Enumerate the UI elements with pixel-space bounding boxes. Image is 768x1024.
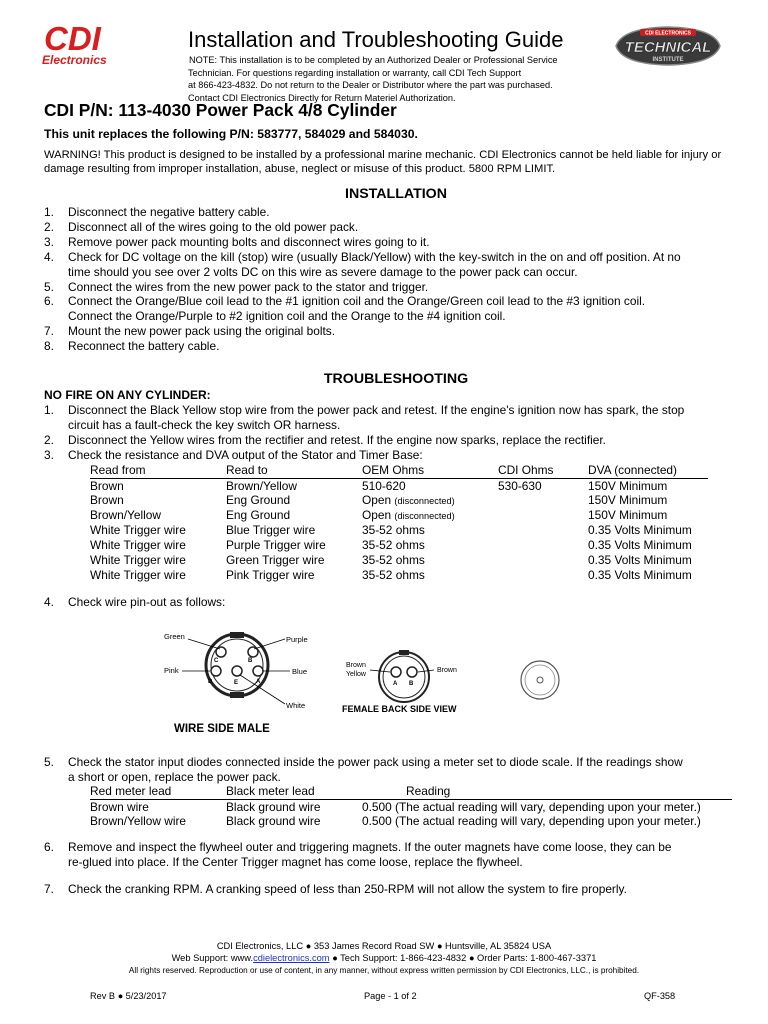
- table-row: [90, 799, 732, 814]
- step-number: 6.: [44, 840, 54, 854]
- oem-value: 35-52 ohms: [362, 538, 425, 552]
- dva-cell: 0.35 Volts Minimum: [588, 523, 692, 537]
- cdi-logo-subtext: Electronics: [42, 53, 107, 66]
- pin-label: B: [248, 658, 253, 664]
- reading-cell: 0.500 (The actual reading will vary, depending upon your meter.): [362, 814, 701, 828]
- table-row: [90, 538, 708, 553]
- step-text: Check for DC voltage on the kill (stop) wire (usually Black/Yellow) with the key-switch in the on and off position. At no: [68, 249, 681, 264]
- install-step: [44, 339, 744, 354]
- cdi-ohms-cell: [498, 538, 588, 553]
- read-from-cell: Brown/Yellow: [90, 508, 161, 522]
- step-number: 8.: [44, 339, 54, 354]
- step-text: Disconnect the negative battery cable.: [68, 205, 270, 219]
- column-header: CDI Ohms: [498, 463, 588, 478]
- step-number: 7.: [44, 882, 54, 896]
- install-step: [44, 294, 744, 324]
- pin-e: [232, 666, 242, 676]
- cdi-ohms-cell: [498, 493, 588, 508]
- oem-note: (disconnected): [394, 511, 455, 521]
- column-header: Reading: [362, 784, 732, 799]
- column-header: DVA (connected): [588, 463, 708, 478]
- pin-label: B: [409, 681, 414, 687]
- company-address: CDI Electronics, LLC ● 353 James Record Road SW ● Huntsville, AL 35824 USA: [216, 941, 552, 951]
- read-to-cell: Blue Trigger wire: [226, 523, 316, 537]
- page-title: Installation and Troubleshooting Guide: [188, 27, 564, 52]
- dva-cell: 0.35 Volts Minimum: [588, 553, 692, 567]
- pin-label: A: [393, 681, 398, 687]
- revision-date: Rev B ● 5/23/2017: [90, 991, 167, 1001]
- install-step: [44, 280, 744, 295]
- oem-ohms-cell: [362, 568, 498, 583]
- step-text: Check the resistance and DVA output of the Stator and Timer Base:: [68, 447, 423, 462]
- step-text: Mount the new power pack using the original bolts.: [68, 324, 336, 339]
- support-phones: ● Tech Support: 1-866-423-4832 ● Order Parts: 1-800-467-3371: [329, 952, 597, 963]
- oem-ohms-cell: [362, 478, 498, 493]
- step-text: Disconnect the Yellow wires from the rectifier and retest. If the engine now sparks, replace the rectifier.: [68, 432, 606, 447]
- warning-text: WARNING! This product is designed to be installed by a professional marine mechanic. CDI Electronics cannot be held liable for injury or damage resulting from improper installation, abuse, neglect or misuse of this product. 5800 RPM LIMIT.: [44, 149, 722, 175]
- oem-ohms-cell: [362, 523, 498, 538]
- pin-a: [391, 667, 401, 677]
- table-row: [90, 493, 708, 508]
- step-number: 3.: [44, 234, 54, 249]
- no-fire-subheading: NO FIRE ON ANY CYLINDER:: [44, 388, 211, 402]
- step-text: re-glued into place. If the Center Trigger magnet has come loose, replace the flywheel.: [68, 854, 523, 869]
- step-text: Disconnect the Black Yellow stop wire from the power pack and retest. If the engine's ignition now has spark, the stop: [68, 403, 685, 417]
- cdi-ohms-cell: [498, 553, 588, 568]
- read-to-cell: Purple Trigger wire: [226, 538, 326, 552]
- step-text: Connect the wires from the new power pack to the stator and trigger.: [68, 279, 429, 294]
- troubleshooting-step: [44, 882, 744, 897]
- install-step: [44, 220, 744, 235]
- step-number: 1.: [44, 403, 54, 417]
- rights-notice: All rights reserved. Reproduction or use of content, in any manner, without express written permission by CDI Electronics, LLC., is prohibited.: [128, 965, 640, 975]
- technical-institute-logo: [612, 24, 724, 68]
- wire-label-pink: Pink: [164, 666, 179, 675]
- installation-steps: [44, 205, 744, 354]
- wire-side-male-caption: WIRE SIDE MALE: [174, 723, 270, 735]
- table-header-row: [90, 784, 732, 799]
- page-number: Page - 1 of 2: [364, 991, 417, 1001]
- install-step: [44, 324, 744, 339]
- step-number: 4.: [44, 595, 54, 609]
- wire-label-blue: Blue: [292, 667, 308, 676]
- page-footer: [0, 941, 768, 976]
- troubleshooting-step: [44, 840, 744, 870]
- pin-a: [253, 666, 263, 676]
- pin-label: D: [208, 679, 213, 685]
- step-number: 1.: [44, 205, 54, 219]
- step-number: 7.: [44, 324, 54, 339]
- dva-cell: 150V Minimum: [588, 493, 668, 507]
- oem-ohms-cell: [362, 508, 498, 523]
- step-number: 6.: [44, 294, 54, 309]
- female-back-side-connector: [342, 650, 457, 714]
- table-row: [90, 508, 708, 523]
- step-number: 5.: [44, 279, 54, 294]
- reading-cell: 0.500 (The actual reading will vary, depending upon your meter.): [362, 799, 701, 814]
- troubleshooting-step: [44, 403, 744, 433]
- resistance-dva-table: [90, 463, 708, 583]
- read-to-cell: Green Trigger wire: [226, 553, 325, 567]
- read-from-cell: White Trigger wire: [90, 538, 186, 552]
- form-number: QF-358: [644, 991, 676, 1001]
- read-to-cell: Eng Ground: [226, 508, 291, 522]
- diode-test-table: [90, 784, 732, 829]
- cdi-ohms-cell: [498, 523, 588, 538]
- step-text: Check the stator input diodes connected inside the power pack using a meter set to diode scale. If the readings show: [68, 755, 683, 769]
- wire-label-brown-yellow: Brown: [346, 662, 366, 669]
- step-number: 5.: [44, 755, 54, 769]
- oem-value: 35-52 ohms: [362, 553, 425, 567]
- dva-cell: 0.35 Volts Minimum: [588, 538, 692, 552]
- step-text: time should you see over 2 volts DC on this wire as severe damage to the power pack can occur.: [68, 264, 578, 279]
- support-line: [0, 953, 768, 965]
- oem-ohms-cell: [362, 493, 498, 508]
- column-header: Black meter lead: [226, 784, 362, 799]
- troubleshooting-step: [44, 448, 744, 463]
- column-header: Read to: [226, 463, 362, 478]
- installation-note: [188, 54, 618, 104]
- pin-label: C: [214, 658, 219, 664]
- oem-ohms-cell: [362, 553, 498, 568]
- installation-heading: INSTALLATION: [345, 186, 447, 202]
- step-text: Remove and inspect the flywheel outer and triggering magnets. If the outer magnets have come loose, they can be: [68, 840, 672, 854]
- step-text: circuit has a fault-check the key switch OR harness.: [68, 417, 341, 432]
- step-text: Disconnect all of the wires going to the old power pack.: [68, 219, 359, 234]
- wire-label-brown: Brown: [437, 667, 457, 674]
- read-from-cell: White Trigger wire: [90, 523, 186, 537]
- wire-label-purple: Purple: [286, 635, 308, 644]
- step-text: a short or open, replace the power pack.: [68, 769, 281, 784]
- step-text: Remove power pack mounting bolts and disconnect wires going to it.: [68, 234, 430, 249]
- troubleshooting-step: [44, 755, 744, 785]
- table-header-row: [90, 463, 708, 478]
- tech-logo-bottom-text: INSTITUTE: [652, 57, 684, 63]
- step-text: Check wire pin-out as follows:: [68, 595, 226, 609]
- wire-pinout-diagram: [150, 622, 560, 744]
- pin-label: E: [234, 680, 239, 686]
- troubleshooting-step: [44, 433, 744, 448]
- install-step: [44, 235, 744, 250]
- wire-label-green: Green: [164, 632, 185, 641]
- oem-note: (disconnected): [394, 496, 455, 506]
- oem-ohms-cell: [362, 538, 498, 553]
- step-text: Reconnect the battery cable.: [68, 339, 220, 354]
- wire-side-male-connector: [164, 632, 308, 735]
- table-row: [90, 478, 708, 493]
- pin-label: A: [256, 679, 261, 685]
- read-from-cell: White Trigger wire: [90, 553, 186, 567]
- step-text: Connect the Orange/Blue coil lead to the #1 ignition coil and the Orange/Green coil lead to the #3 ignition coil.: [68, 294, 646, 309]
- read-from-cell: White Trigger wire: [90, 568, 186, 582]
- oem-value: 35-52 ohms: [362, 568, 425, 582]
- single-pin-connector: [521, 661, 559, 699]
- troubleshooting-heading: TROUBLESHOOTING: [323, 371, 469, 387]
- black-lead-cell: Black ground wire: [226, 799, 321, 814]
- read-to-cell: Brown/Yellow: [226, 478, 297, 493]
- dva-cell: 150V Minimum: [588, 508, 668, 522]
- red-lead-cell: Brown wire: [90, 799, 149, 814]
- table-row: [90, 523, 708, 538]
- tech-logo-top-text: CDI ELECTRONICS: [645, 30, 691, 37]
- read-from-cell: Brown: [90, 478, 124, 493]
- column-header: Read from: [90, 463, 226, 478]
- cdi-ohms-cell: [498, 508, 588, 523]
- red-lead-cell: Brown/Yellow wire: [90, 814, 187, 828]
- table-row: [90, 568, 708, 583]
- table-row: [90, 553, 708, 568]
- web-prefix: Web Support: www.: [171, 952, 254, 963]
- column-header: OEM Ohms: [362, 463, 498, 478]
- step-text: Check the cranking RPM. A cranking speed of less than 250-RPM will not allow the system to fire properly.: [68, 882, 627, 896]
- install-step: [44, 250, 744, 280]
- note-line: NOTE: This installation is to be completed by an Authorized Dealer or Professional Service: [189, 55, 558, 65]
- oem-value: 510-620: [362, 478, 406, 493]
- step-number: 4.: [44, 249, 54, 264]
- website-link[interactable]: cdielectronics.com: [253, 952, 330, 963]
- wire-label-white: White: [286, 701, 306, 710]
- step-number: 3.: [44, 447, 54, 462]
- replaces-line: This unit replaces the following P/N: 583777, 584029 and 584030.: [44, 127, 418, 141]
- oem-value: 35-52 ohms: [362, 523, 425, 537]
- note-line: Technician. For questions regarding installation or warranty, call CDI Tech Support: [188, 67, 522, 78]
- pin-d: [211, 666, 221, 676]
- cdi-ohms-cell: [498, 568, 588, 583]
- female-back-side-caption: FEMALE BACK SIDE VIEW: [342, 704, 457, 714]
- cdi-electronics-logo: [40, 22, 160, 66]
- troubleshooting-steps: [44, 403, 744, 463]
- note-line: at 866-423-4832. Do not return to the Dealer or Distributor where the part was purchased.: [188, 80, 553, 91]
- pin-b: [407, 667, 417, 677]
- black-lead-cell: Black ground wire: [226, 814, 321, 828]
- note-line: Contact CDI Electronics Directly for Return Materiel Authorization.: [188, 92, 456, 103]
- tech-logo-main-text: TECHNICAL: [624, 39, 712, 56]
- step-number: 2.: [44, 219, 54, 234]
- read-from-cell: Brown: [90, 493, 124, 507]
- read-to-cell: Eng Ground: [226, 493, 291, 507]
- step-number: 2.: [44, 432, 54, 447]
- wire-label-brown-yellow: Yellow: [346, 671, 366, 678]
- cdi-ohms-cell: 530-630: [498, 478, 542, 493]
- part-number-heading: CDI P/N: 113-4030 Power Pack 4/8 Cylinder: [44, 100, 397, 120]
- dva-cell: 0.35 Volts Minimum: [588, 568, 692, 582]
- oem-value: Open: [362, 493, 392, 507]
- cdi-logo-text: CDI: [44, 22, 101, 57]
- column-header: Red meter lead: [90, 784, 226, 799]
- step-text: Connect the Orange/Purple to #2 ignition coil and the Orange to the #4 ignition coil.: [68, 309, 506, 324]
- read-to-cell: Pink Trigger wire: [226, 568, 315, 582]
- install-step: [44, 205, 744, 220]
- dva-cell: 150V Minimum: [588, 478, 668, 493]
- troubleshooting-step: [44, 595, 744, 610]
- oem-value: Open: [362, 508, 392, 522]
- table-row: [90, 814, 732, 829]
